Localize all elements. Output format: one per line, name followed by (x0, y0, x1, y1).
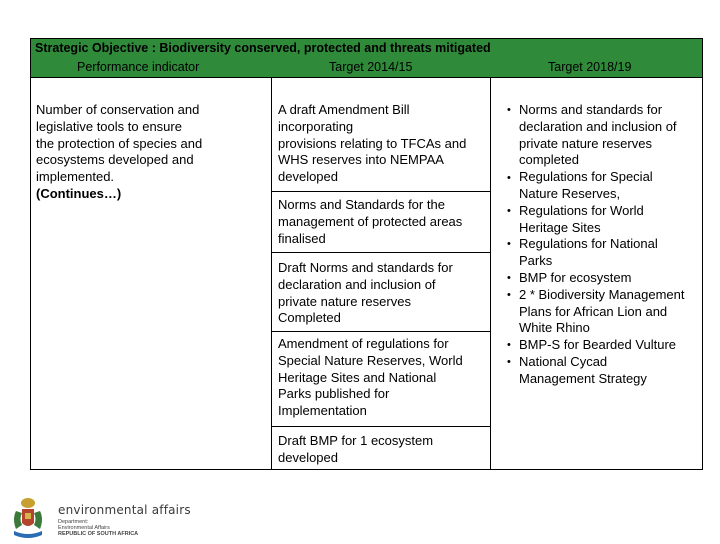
target-2018-line: Nature Reserves, (519, 185, 621, 201)
bullet-marker: • (507, 104, 511, 116)
target-line: Implementation (278, 403, 367, 419)
column-divider (490, 77, 491, 469)
target-line: Completed (278, 310, 341, 326)
department-subline: REPUBLIC OF SOUTH AFRICA (58, 531, 139, 537)
continues-label: (Continues…) (36, 185, 122, 201)
department-subline: Environmental Affairs (58, 525, 110, 531)
bullet-marker: • (507, 238, 511, 250)
target-line: Norms and Standards for the (278, 197, 445, 212)
bullet-marker: • (507, 289, 511, 301)
indicator-line: implemented. (36, 169, 115, 185)
column-header-target-2014-15: Target 2014/15 (329, 60, 413, 74)
target-2018-line: Parks (519, 253, 553, 269)
target-2018-line: Regulations for Special (519, 169, 653, 185)
indicator-line: the protection of species and (36, 135, 203, 151)
target-2018-line: White Rhino (519, 320, 590, 336)
target-2018-line: National Cycad (519, 353, 608, 369)
target-line: developed (278, 449, 338, 465)
target-line: finalised (278, 230, 326, 246)
department-subline: Department: (58, 519, 89, 525)
target-2018-line: completed (519, 152, 579, 168)
target-line: WHS reserves into NEMPAA (278, 152, 444, 168)
target-line: A draft Amendment Bill (278, 102, 410, 117)
target-2018-line: Plans for African Lion and (519, 303, 668, 319)
target-2018-line: declaration and inclusion of (519, 118, 677, 134)
target-line: management of protected areas (278, 213, 463, 229)
indicator-line: ecosystems developed and (36, 152, 194, 168)
target-line: Draft Norms and standards for (278, 260, 453, 275)
target-line: private nature reserves (278, 293, 411, 309)
target-2018-line: Norms and standards for (519, 102, 663, 117)
column-divider (271, 77, 272, 469)
target-line: Heritage Sites and National (278, 369, 437, 385)
target-2018-line: Regulations for World (519, 202, 644, 218)
target-2014-item (278, 260, 453, 327)
target-2014-item (278, 433, 433, 467)
target-2014-item (278, 197, 462, 247)
indicator-cell (36, 102, 202, 203)
target-line: Special Nature Reserves, World (278, 352, 463, 368)
column-header-target-2018-19: Target 2018/19 (548, 60, 632, 74)
target-line: developed (278, 169, 338, 185)
target-2018-line: BMP-S for Bearded Vulture (519, 337, 677, 353)
target-line: declaration and inclusion of (278, 276, 436, 292)
target-2018-line: Regulations for National (519, 236, 658, 252)
column-header-row (31, 57, 702, 78)
indicator-line: Number of conservation and (36, 102, 200, 117)
target-2018-list (519, 102, 684, 388)
objective-table (30, 38, 703, 470)
target-line: Parks published for (278, 386, 390, 402)
target-2014-item (278, 102, 466, 186)
target-2018-line: 2 * Biodiversity Management (519, 286, 685, 302)
target-line: Amendment of regulations for (278, 336, 449, 351)
target-line: provisions relating to TFCAs and (278, 135, 467, 151)
target-2018-line: Management Strategy (519, 370, 647, 386)
column-header-indicator: Performance indicator (77, 60, 200, 74)
row-divider (271, 191, 490, 192)
target-line: incorporating (278, 118, 354, 134)
target-2014-item (278, 336, 463, 420)
bullet-marker: • (507, 172, 511, 184)
strategic-objective-title: Strategic Objective : Biodiversity conserved, protected and threats mitigated (31, 39, 702, 58)
coat-of-arms-logo (8, 495, 48, 544)
target-2018-line: BMP for ecosystem (519, 269, 632, 285)
target-2018-line: private nature reserves (519, 135, 652, 151)
bullet-marker: • (507, 272, 511, 284)
bullet-marker: • (507, 339, 511, 351)
indicator-line: legislative tools to ensure (36, 118, 182, 134)
target-line: Draft BMP for 1 ecosystem (278, 433, 434, 448)
target-2018-line: Heritage Sites (519, 219, 601, 235)
row-divider (271, 331, 490, 332)
row-divider (271, 426, 490, 427)
department-name: environmental affairs (58, 503, 191, 517)
bullet-marker: • (507, 356, 511, 368)
row-divider (271, 252, 490, 253)
bullet-marker: • (507, 205, 511, 217)
